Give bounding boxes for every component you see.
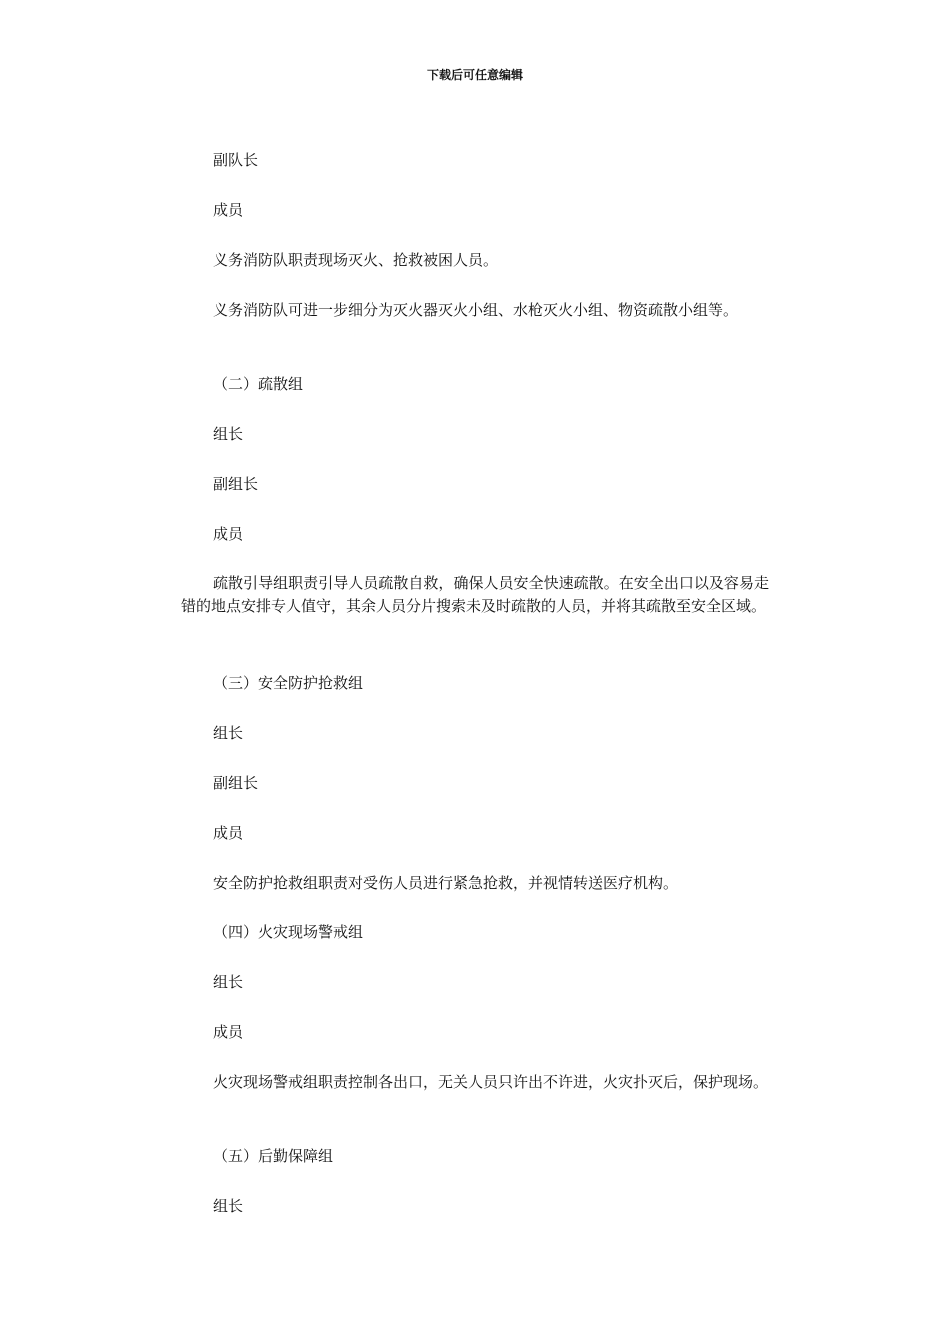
paragraph-deputy-captain: 副队长 bbox=[213, 151, 259, 169]
paragraph-leader: 组长 bbox=[213, 973, 244, 991]
section-heading-fire-cordon: （四）火灾现场警戒组 bbox=[213, 923, 364, 941]
paragraph-leader: 组长 bbox=[213, 425, 244, 443]
paragraph-members: 成员 bbox=[213, 824, 244, 842]
paragraph-evacuation-duty: 疏散引导组职责引导人员疏散自救，确保人员安全快速疏散。在安全出口以及容易走错的地点安排专人值守，其余人员分片搜索未及时疏散的人员，并将其疏散至安全区域。 bbox=[181, 574, 769, 615]
section-heading-safety-rescue: （三）安全防护抢救组 bbox=[213, 674, 364, 692]
paragraph-deputy-leader: 副组长 bbox=[213, 475, 259, 493]
paragraph-members: 成员 bbox=[213, 201, 244, 219]
paragraph-fire-brigade-subgroups: 义务消防队可进一步细分为灭火器灭火小组、水枪灭火小组、物资疏散小组等。 bbox=[213, 301, 739, 319]
paragraph-fire-cordon-duty: 火灾现场警戒组职责控制各出口，无关人员只许出不许进，火灾扑灭后，保护现场。 bbox=[213, 1073, 769, 1091]
section-heading-evacuation: （二）疏散组 bbox=[213, 375, 304, 393]
paragraph-leader: 组长 bbox=[213, 1197, 244, 1215]
paragraph-leader: 组长 bbox=[213, 724, 244, 742]
section-heading-logistics: （五）后勤保障组 bbox=[213, 1147, 334, 1165]
paragraph-safety-rescue-duty: 安全防护抢救组职责对受伤人员进行紧急抢救，并视情转送医疗机构。 bbox=[213, 874, 679, 892]
paragraph-deputy-leader: 副组长 bbox=[213, 774, 259, 792]
paragraph-members: 成员 bbox=[213, 525, 244, 543]
page-header: 下载后可任意编辑 bbox=[426, 68, 523, 82]
paragraph-members: 成员 bbox=[213, 1023, 244, 1041]
paragraph-fire-brigade-duty: 义务消防队职责现场灭火、抢救被困人员。 bbox=[213, 251, 499, 269]
